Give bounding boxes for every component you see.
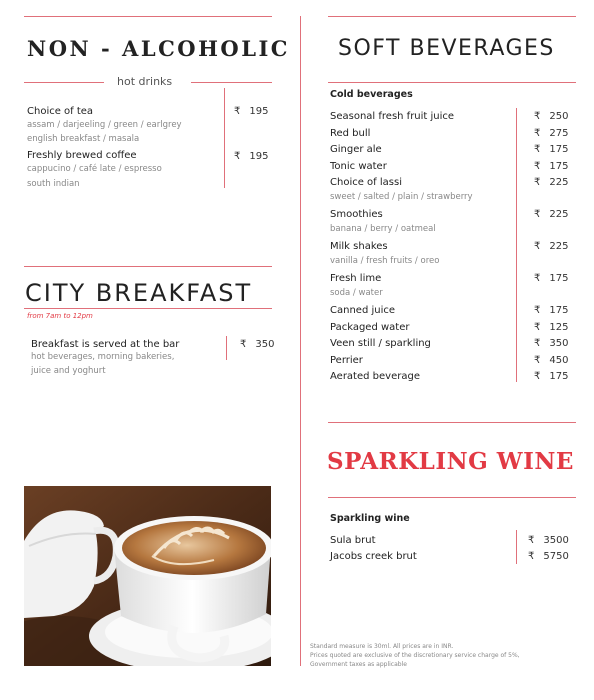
menu-item-name: Aerated beverage xyxy=(330,371,420,382)
menu-item-desc: vanilla / fresh fruits / oreo xyxy=(330,256,440,266)
menu-item-name: Red bull xyxy=(330,127,371,139)
menu-item-name: Sula brut xyxy=(330,535,376,546)
rupee-icon: ₹ xyxy=(534,144,541,155)
bottom-rule-soft-beverages xyxy=(328,82,576,83)
menu-item-name: Smoothies xyxy=(330,209,383,220)
rupee-icon: ₹ xyxy=(534,177,541,188)
menu-item-price: ₹ 175 xyxy=(534,144,569,155)
rupee-icon: ₹ xyxy=(534,321,541,333)
rupee-icon: ₹ xyxy=(528,551,535,562)
subtitle-rule-left-a xyxy=(24,82,104,83)
menu-item-name: Choice of lassi xyxy=(330,177,402,188)
menu-item-price: ₹ 175 xyxy=(534,160,569,172)
footnote-line: Government taxes as applicable xyxy=(310,661,407,668)
menu-item-price: ₹ 275 xyxy=(534,127,569,139)
menu-item-price: ₹ 250 xyxy=(534,111,569,122)
rupee-icon: ₹ xyxy=(534,338,541,349)
menu-item-desc: banana / berry / oatmeal xyxy=(330,224,436,234)
rupee-icon: ₹ xyxy=(534,241,541,252)
price-divider-sparkling-wine xyxy=(516,530,517,564)
menu-item-name: Freshly brewed coffee xyxy=(27,150,137,161)
menu-item-name: Veen still / sparkling xyxy=(330,338,431,349)
menu-item-name: Choice of tea xyxy=(27,106,94,117)
menu-item-price: ₹ 225 xyxy=(534,209,569,220)
menu-item-price: ₹ 225 xyxy=(534,241,569,252)
section-title-soft-beverages: SOFT BEVERAGES xyxy=(338,36,555,61)
price-divider-soft-beverages xyxy=(516,108,517,382)
section-title-city-breakfast: CITY BREAKFAST xyxy=(25,279,253,307)
section-title-sparkling-wine: SPARKLING WINE xyxy=(327,448,574,475)
category-sparkling-wine: Sparkling wine xyxy=(330,513,410,524)
rupee-icon: ₹ xyxy=(534,111,541,122)
section-title-non-alcoholic: NON - ALCOHOLIC xyxy=(27,36,291,61)
rupee-icon: ₹ xyxy=(534,127,541,139)
menu-item-name: Breakfast is served at the bar xyxy=(31,339,180,350)
bottom-rule-sparkling-wine xyxy=(328,497,576,498)
subtitle-rule-left-b xyxy=(191,82,272,83)
price-divider-hot-drinks xyxy=(224,88,225,188)
menu-item-desc: english breakfast / masala xyxy=(27,134,140,144)
rupee-icon: ₹ xyxy=(534,160,541,172)
menu-item-price: ₹ 175 xyxy=(534,305,569,316)
rupee-icon: ₹ xyxy=(534,354,541,366)
menu-item-name: Perrier xyxy=(330,354,363,366)
rupee-icon: ₹ xyxy=(534,371,541,382)
menu-item-price: ₹ 5750 xyxy=(528,551,569,562)
menu-item-desc: hot beverages, morning bakeries, xyxy=(31,352,175,362)
menu-item-price: ₹ 350 xyxy=(534,338,569,349)
top-rule-sparkling-wine xyxy=(328,422,576,423)
coffee-photo xyxy=(24,486,271,666)
menu-item-price: ₹ 3500 xyxy=(528,535,569,546)
menu-item-price: ₹ 175 xyxy=(534,273,569,284)
menu-item-price: ₹ 125 xyxy=(534,321,569,333)
menu-item-desc: juice and yoghurt xyxy=(31,366,106,376)
rupee-icon: ₹ xyxy=(534,209,541,220)
menu-item-name: Fresh lime xyxy=(330,273,382,284)
rupee-icon: ₹ xyxy=(534,305,541,316)
menu-item-name: Ginger ale xyxy=(330,144,382,155)
footnote-line: Standard measure is 30ml. All prices are in INR. xyxy=(310,643,454,650)
menu-item-desc: soda / water xyxy=(330,288,383,298)
menu-item-price: ₹ 195 xyxy=(234,151,269,162)
bottom-rule-city-breakfast xyxy=(24,308,272,309)
menu-item-price: ₹ 225 xyxy=(534,177,569,188)
rupee-icon: ₹ xyxy=(240,339,247,350)
top-rule-city-breakfast xyxy=(24,266,272,267)
subtitle-hot-drinks: hot drinks xyxy=(117,75,173,88)
menu-item-name: Packaged water xyxy=(330,321,410,333)
menu-item-name: Tonic water xyxy=(330,160,387,172)
rupee-icon: ₹ xyxy=(234,151,241,162)
menu-item-price: ₹ 195 xyxy=(234,106,269,117)
top-rule-left xyxy=(24,16,272,17)
menu-item-desc: assam / darjeeling / green / earlgrey xyxy=(27,120,182,130)
menu-item-desc: south indian xyxy=(27,179,80,189)
footnote-line: Prices quoted are exclusive of the discretionary service charge of 5%, xyxy=(310,652,520,659)
column-divider xyxy=(300,16,301,666)
menu-item-price: ₹ 450 xyxy=(534,354,569,366)
rupee-icon: ₹ xyxy=(528,535,535,546)
rupee-icon: ₹ xyxy=(534,273,541,284)
menu-item-price: ₹ 350 xyxy=(240,339,275,350)
menu-item-name: Seasonal fresh fruit juice xyxy=(330,111,455,122)
menu-item-name: Jacobs creek brut xyxy=(330,551,417,562)
top-rule-right xyxy=(328,16,576,17)
menu-item-name: Milk shakes xyxy=(330,241,388,252)
menu-item-name: Canned juice xyxy=(330,305,396,316)
menu-item-desc: sweet / salted / plain / strawberry xyxy=(330,192,473,202)
menu-item-desc: cappucino / café late / espresso xyxy=(27,164,162,174)
price-divider-breakfast xyxy=(226,336,227,360)
breakfast-timing: from 7am to 12pm xyxy=(27,312,93,320)
rupee-icon: ₹ xyxy=(234,106,241,117)
category-cold-beverages: Cold beverages xyxy=(330,89,413,100)
menu-item-price: ₹ 175 xyxy=(534,371,569,382)
